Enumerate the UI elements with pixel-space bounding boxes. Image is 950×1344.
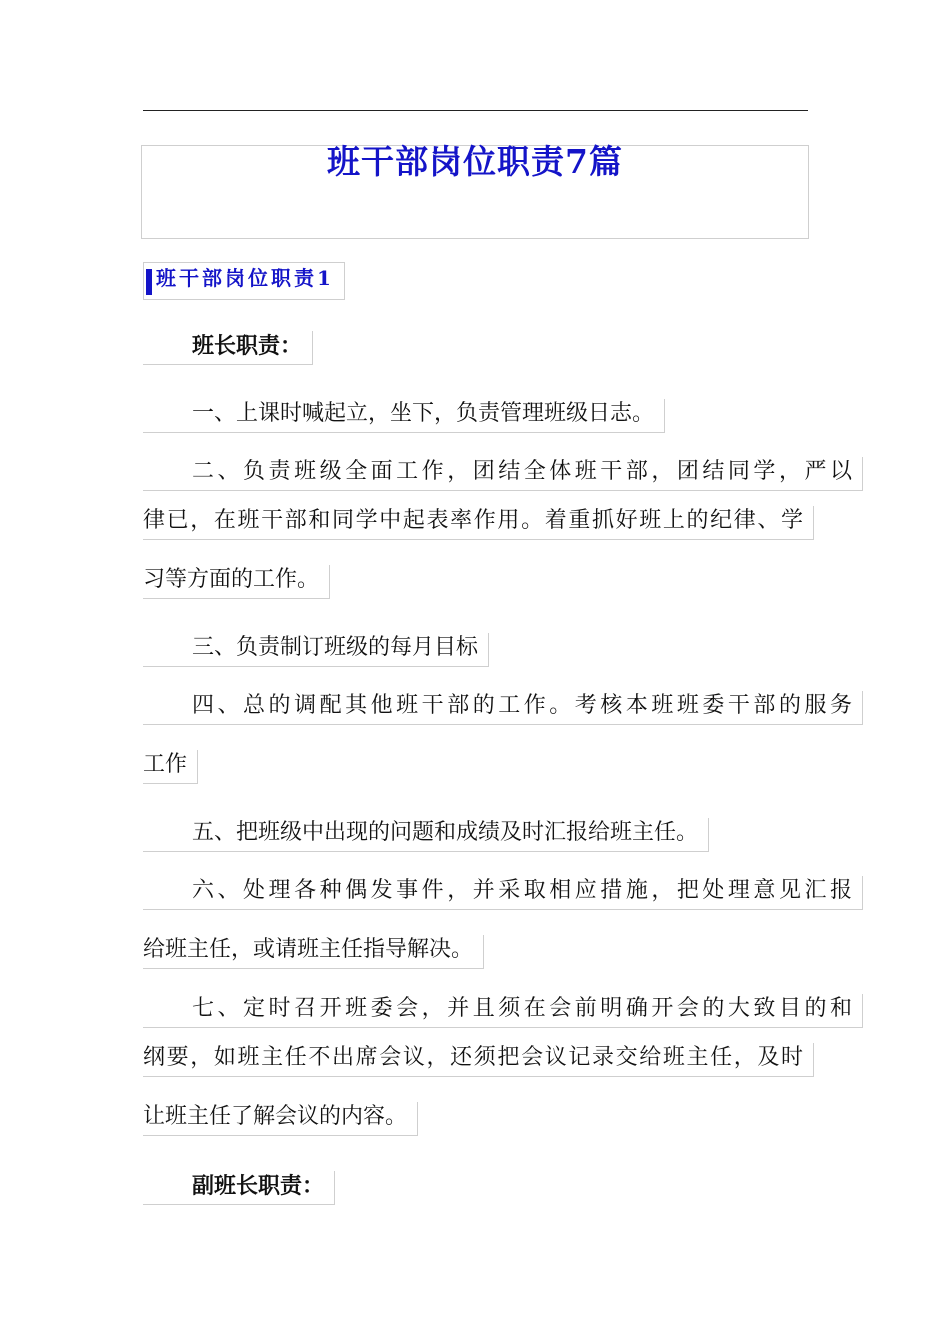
paragraph [143,457,852,604]
paragraph-line: 纲要，如班主任不出席会议，还须把会议记录交给班主任，及时 [143,1043,814,1077]
section-heading-text: 班干部岗位职责1 [156,266,334,290]
subheading-vice-block [143,1162,808,1211]
paragraph-line: 习等方面的工作。 [143,565,330,599]
paragraph-line: 让班主任了解会议的内容。 [143,1102,418,1136]
subheading-monitor: 班长职责： [143,331,313,365]
paragraph [143,808,808,857]
paragraph-line: 六、处理各种偶发事件，并采取相应措施，把处理意见汇报 [143,876,863,910]
paragraph-line: 四、总的调配其他班干部的工作。考核本班班委干部的服务 [143,691,863,725]
paragraph [143,623,808,672]
paragraph-line: 工作 [143,750,198,784]
paragraph-line: 三、负责制订班级的每月目标 [143,633,489,667]
paragraph-line: 律已，在班干部和同学中起表率作用。着重抓好班上的纪律、学 [143,506,814,540]
top-rule [143,110,808,111]
paragraph-line: 给班主任，或请班主任指导解决。 [143,935,484,969]
section-heading [143,262,345,300]
paragraph [143,691,852,789]
heading-marker [146,269,152,295]
paragraph-line: 七、定时召开班委会，并且须在会前明确开会的大致目的和 [143,994,863,1028]
paragraph [143,876,852,974]
subheading-vice: 副班长职责： [143,1171,335,1205]
paragraph-line: 一、上课时喊起立，坐下，负责管理班级日志。 [143,399,665,433]
subheading-monitor-block [143,322,808,371]
paragraph-line: 二、负责班级全面工作，团结全体班干部，团结同学，严以 [143,457,863,491]
paragraph [143,994,852,1141]
paragraph-line: 五、把班级中出现的问题和成绩及时汇报给班主任。 [143,818,709,852]
document-title: 班干部岗位职责7篇 [327,142,623,181]
paragraph [143,389,808,438]
